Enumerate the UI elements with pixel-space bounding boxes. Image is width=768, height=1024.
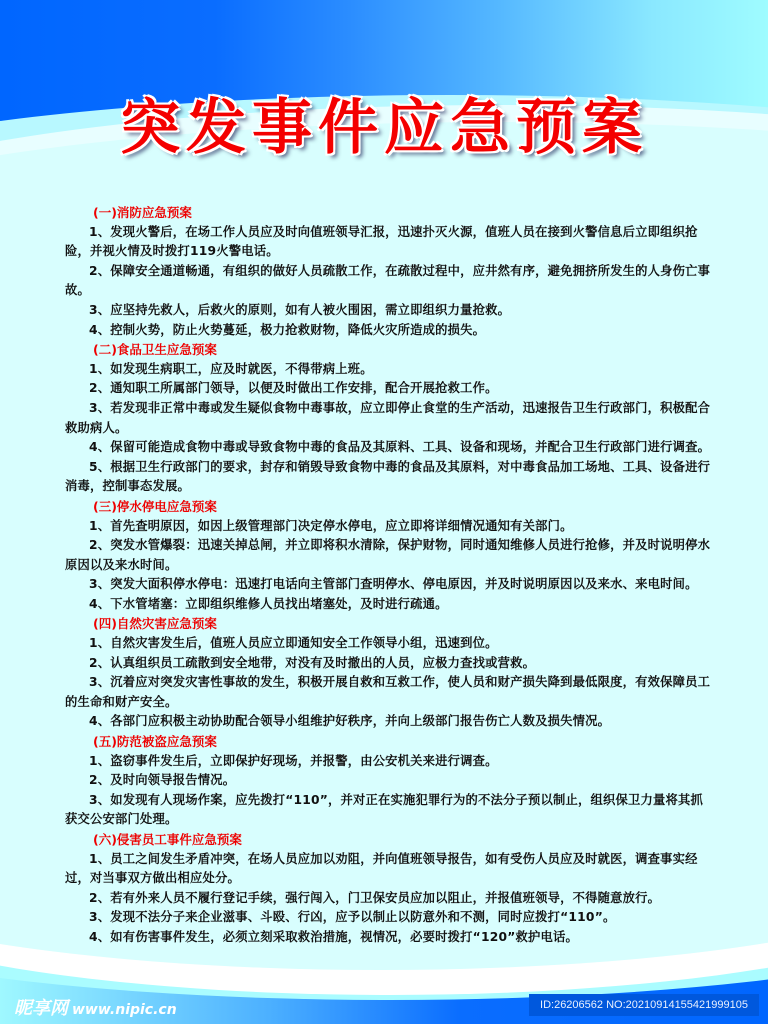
- list-item: 3、如发现有人现场作案，应先拨打“110”，并对正在实施犯罪行为的不法分子预以制止，组织保卫力量将其抓获交公安部门处理。: [65, 792, 703, 827]
- section-fire: [65, 203, 713, 340]
- section-heading: (三)停水停电应急预案: [93, 498, 217, 514]
- watermark-logo: [14, 994, 177, 1020]
- list-item: 2、保障安全通道畅通，有组织的做好人员疏散工作，在疏散过程中，应井然有序，避免拥挤所发生的人身伤亡事故。: [65, 263, 711, 298]
- list-item: 3、沉着应对突发灾害性事故的发生，积极开展自救和互救工作，使人员和财产损失降到最低限度，有效保障员工的生命和财产安全。: [65, 675, 711, 709]
- list-item: 4、如有伤害事件发生，必须立刻采取救治措施，视情况，必要时拨打“120”救护电话。: [89, 929, 578, 944]
- section-natural-disaster: [65, 614, 713, 732]
- section-heading: (四)自然灾害应急预案: [93, 616, 217, 632]
- section-heading: (五)防范被盗应急预案: [93, 734, 217, 750]
- list-item: 2、若有外来人员不履行登记手续，强行闯入，门卫保安员应加以阻止，并报值班领导，不得随意放行。: [89, 890, 661, 905]
- list-item: 3、若发现非正常中毒或发生疑似食物中毒事故，应立即停止食堂的生产活动，迅速报告卫生行政部门，积极配合救助病人。: [65, 400, 711, 435]
- list-item: 2、通知职工所属部门领导，以便及时做出工作安排，配合开展抢救工作。: [89, 381, 498, 396]
- section-food-hygiene: [65, 340, 713, 497]
- list-item: 1、盗窃事件发生后，立即保护好现场，并报警，由公安机关来进行调查。: [89, 753, 498, 768]
- list-item: 3、发现不法分子来企业滋事、斗殴、行凶，应予以制止以防意外和不测，同时应拨打“110”。: [89, 910, 616, 925]
- list-item: 3、应坚持先救人，后救火的原则，如有人被火围困，需立即组织力量抢救。: [89, 302, 511, 317]
- list-item: 4、控制火势，防止火势蔓延，极力抢救财物，降低火灾所造成的损失。: [89, 322, 486, 337]
- section-employee-harm: [65, 830, 713, 948]
- list-item: 5、根据卫生行政部门的要求，封存和销毁导致食物中毒的食品及其原料，对中毒食品加工场地、工具、设备进行消毒，控制事态发展。: [65, 459, 711, 494]
- watermark-url: www.nipic.cn: [72, 1002, 177, 1018]
- list-item: 4、各部门应积极主动协助配合领导小组维护好秩序，并向上级部门报告伤亡人数及损失情况。: [89, 714, 611, 729]
- section-water-power: [65, 497, 713, 615]
- section-heading: (一)消防应急预案: [93, 205, 192, 220]
- list-item: 2、及时向领导报告情况。: [89, 773, 236, 788]
- section-heading: (六)侵害员工事件应急预案: [93, 832, 242, 847]
- list-item: 1、发现火警后，在场工作人员应及时向值班领导汇报，迅速扑灭火源，值班人员在接到火警信息后立即组织抢险，并视火情及时拨打119火警电话。: [65, 224, 698, 259]
- list-item: 2、突发水管爆裂：迅速关掉总闸，并立即将积水清除，保护财物，同时通知维修人员进行抢修，并及时说明停水原因以及来水时间。: [65, 538, 711, 572]
- section-heading: (二)食品卫生应急预案: [93, 342, 217, 358]
- list-item: 1、自然灾害发生后，值班人员应立即通知安全工作领导小组，迅速到位。: [89, 636, 498, 651]
- list-item: 1、首先查明原因，如因上级管理部门决定停水停电，应立即将详细情况通知有关部门。: [89, 518, 573, 533]
- list-item: 4、保留可能造成食物中毒或导致食物中毒的食品及其原料、工具、设备和现场，并配合卫生行政部门进行调查。: [89, 440, 711, 455]
- list-item: 1、如发现生病职工，应及时就医，不得带病上班。: [89, 361, 373, 376]
- list-item: 4、下水管堵塞：立即组织维修人员找出堵塞处，及时进行疏通。: [89, 596, 448, 611]
- image-id-label: ID:26206562 NO:20210914155421999105: [529, 994, 759, 1016]
- list-item: 1、员工之间发生矛盾冲突，在场人员应加以劝阻，并向值班领导报告，如有受伤人员应及时就医，调查事实经过，对当事双方做出相应处分。: [65, 851, 698, 886]
- list-item: 3、突发大面积停水停电：迅速打电话向主管部门查明停水、停电原因，并及时说明原因以及来水、来电时间。: [89, 577, 698, 592]
- plan-content: [65, 203, 713, 948]
- logo-text: 昵享网: [14, 998, 68, 1019]
- page-title: 突发事件应急预案: [120, 93, 648, 163]
- list-item: 2、认真组织员工疏散到安全地带，对没有及时撤出的人员，应极力查找或营救。: [89, 655, 536, 670]
- section-theft: [65, 732, 713, 830]
